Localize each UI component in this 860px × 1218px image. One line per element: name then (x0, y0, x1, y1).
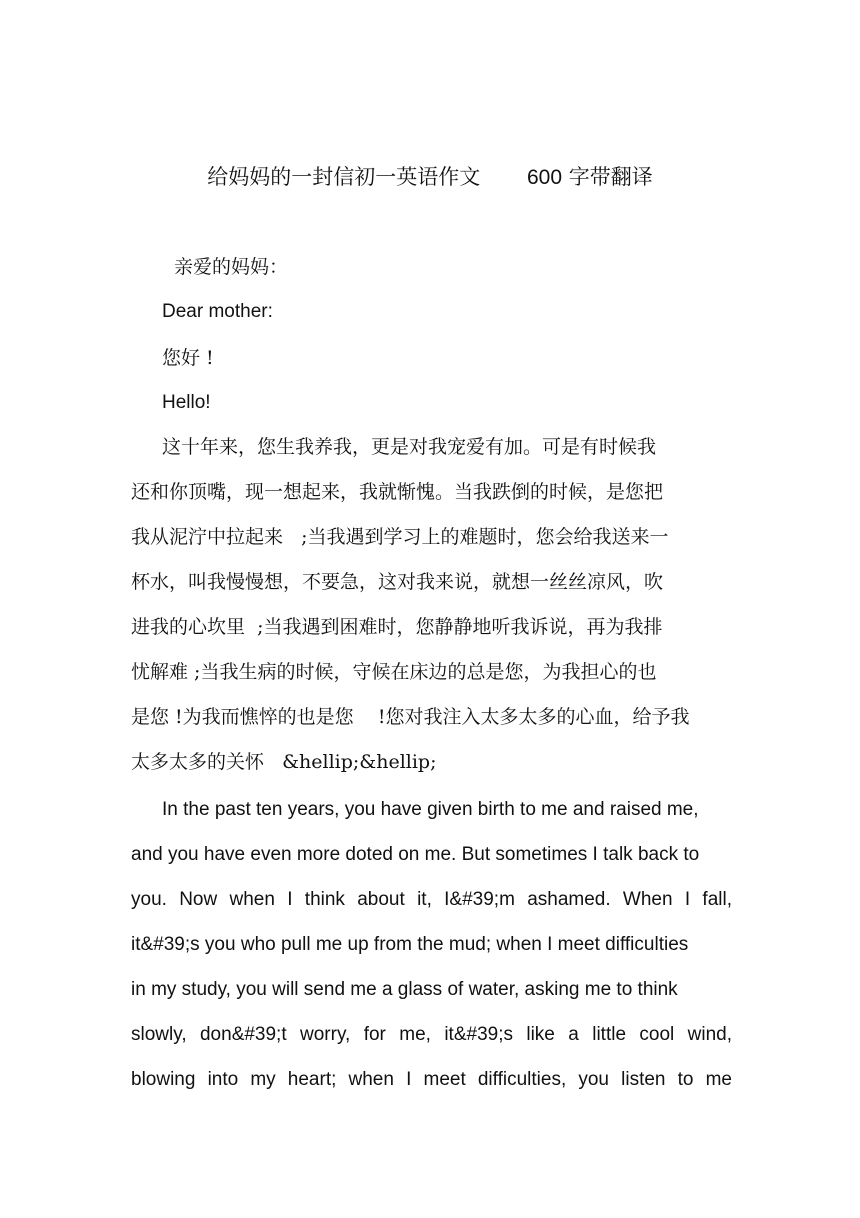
english-paragraph-line: In the past ten years, you have given birth to me and raised me, (162, 799, 699, 820)
english-paragraph-line: it&#39;s you who pull me up from the mud; when I meet difficulties (131, 934, 689, 955)
greeting-chinese: 亲爱的妈妈： (174, 256, 289, 278)
english-paragraph-line: and you have even more doted on me. But sometimes I talk back to (131, 844, 700, 865)
chinese-paragraph-line: 杯水，叫我慢慢想，不要急，这对我来说，就想一丝丝凉风，吹 (131, 571, 664, 593)
english-paragraph-line: you. Now when I think about it, I&#39;m ashamed. When I fall, (131, 889, 732, 910)
chinese-paragraph-line: 我从泥泞中拉起来 ;当我遇到学习上的难题时，您会给我送来一 (131, 526, 669, 548)
title-chinese: 给妈妈的一封信初一英语作文 (207, 165, 481, 189)
chinese-paragraph-line: 进我的心坎里 ;当我遇到困难时，您静静地听我诉说，再为我排 (131, 616, 663, 638)
hello-english: Hello! (162, 392, 211, 413)
english-paragraph-line: slowly, don&#39;t worry, for me, it&#39;s like a little cool wind, (131, 1024, 732, 1045)
chinese-paragraph-line: 还和你顶嘴，现一想起来，我就惭愧。当我跌倒的时候，是您把 (131, 481, 664, 503)
chinese-paragraph-line: 忧解难 ;当我生病的时候，守候在床边的总是您，为我担心的也 (131, 661, 657, 683)
chinese-paragraph-line: 太多太多的关怀 &hellip;&hellip; (131, 751, 437, 773)
chinese-paragraph-line: 是您 !为我而憔悴的也是您 !您对我注入太多太多的心血，给予我 (131, 706, 690, 728)
chinese-paragraph-line: 这十年来，您生我养我，更是对我宠爱有加。可是有时候我 (162, 436, 657, 458)
hello-chinese: 您好 ! (162, 347, 214, 369)
english-paragraph-line: blowing into my heart; when I meet difficulties, you listen to me (131, 1069, 732, 1090)
title-word-count: 600 (527, 166, 563, 189)
greeting-english: Dear mother: (162, 301, 273, 322)
title-suffix: 字带翻译 (568, 165, 653, 189)
english-paragraph-line: in my study, you will send me a glass of water, asking me to think (131, 979, 678, 1000)
document-title (0, 162, 860, 193)
